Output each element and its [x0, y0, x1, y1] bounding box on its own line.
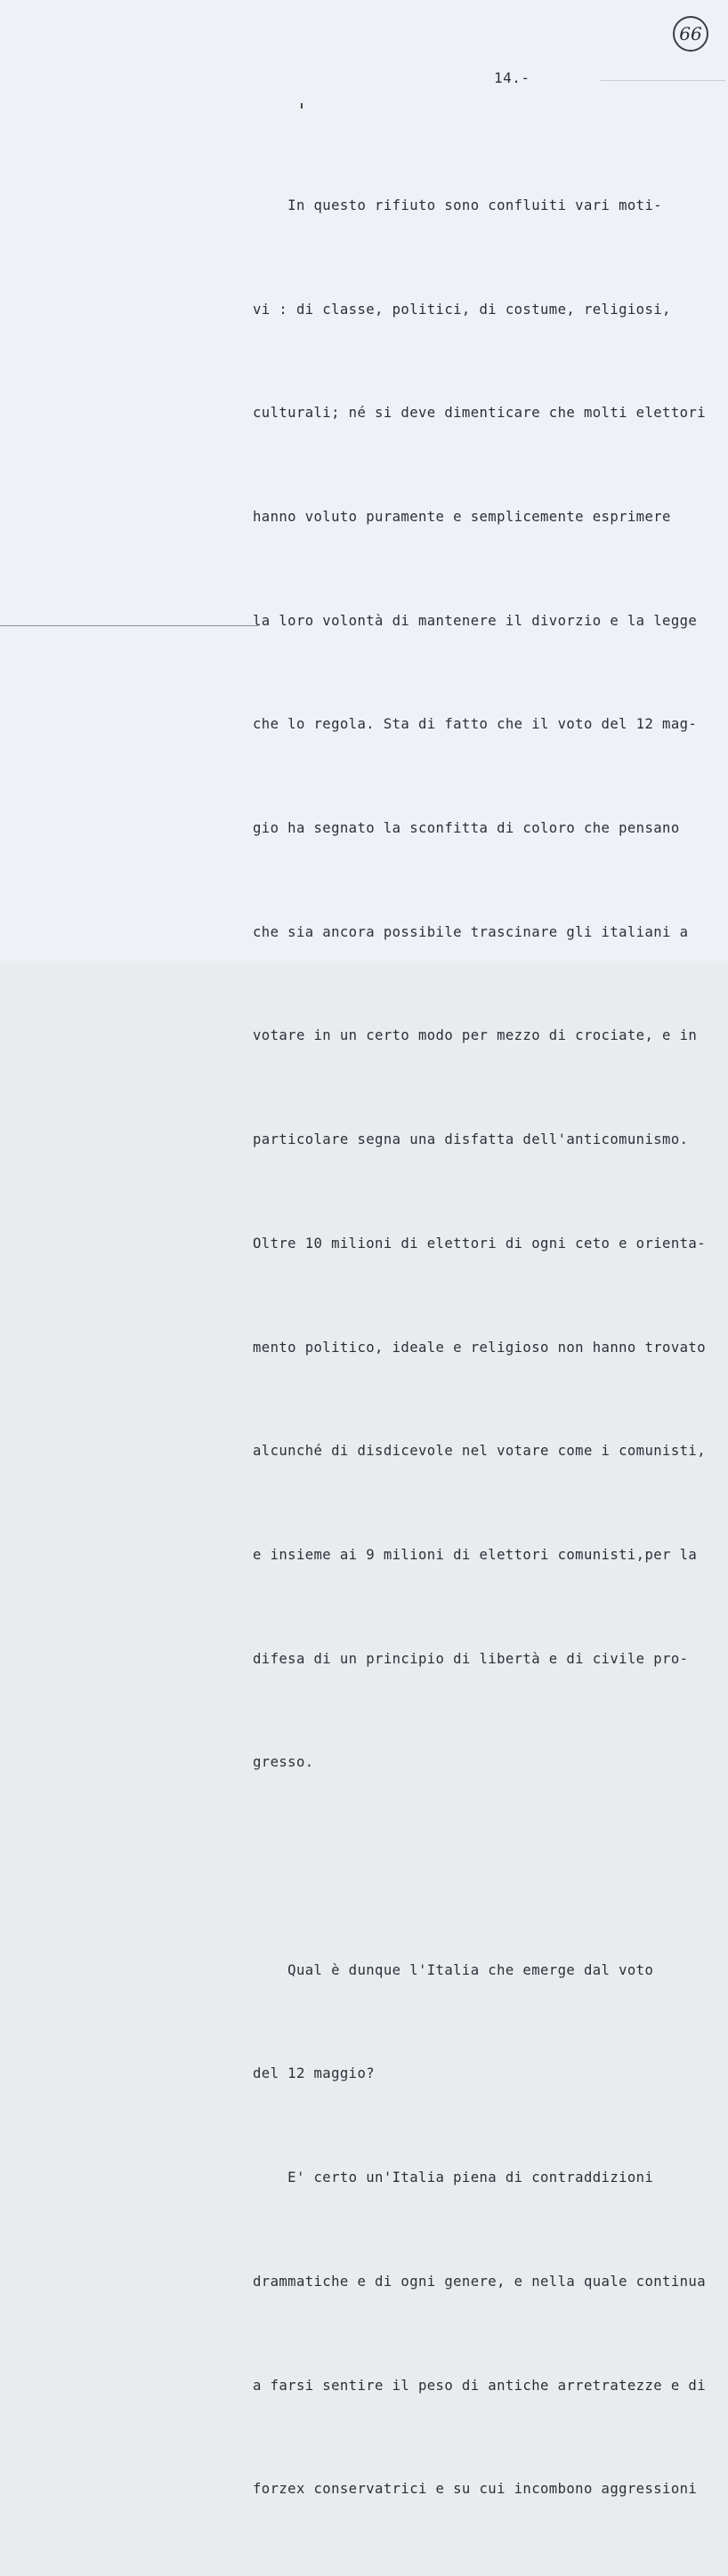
text-line: del 12 maggio? [253, 2065, 376, 2082]
text-line: drammatiche e di ogni genere, e nella quale continua [253, 2273, 706, 2290]
ink-mark [301, 103, 303, 109]
text-line: hanno voluto puramente e semplicemente esprimere [253, 508, 671, 525]
text-line: alcunché di disdicevole nel votare come i comunisti, [253, 1443, 706, 1460]
text-line: vi : di classe, politici, di costume, religiosi, [253, 301, 671, 318]
text-line: In questo rifiuto sono confluiti vari moti- [253, 197, 663, 213]
typed-text [253, 119, 723, 2576]
text-line: la loro volontà di mantenere il divorzio e la legge [253, 612, 698, 629]
text-line: votare in un certo modo per mezzo di crociate, e in [253, 1027, 698, 1044]
text-line: gresso. [253, 1754, 314, 1771]
text-line: difesa di un principio di libertà e di civile pro- [253, 1650, 689, 1667]
page-stamp: 66 [673, 16, 708, 52]
text-line: gio ha segnato la sconfitta di coloro che pensano [253, 820, 680, 837]
text-line: Oltre 10 milioni di elettori di ogni ceto e orienta- [253, 1235, 706, 1252]
page-number: 14.- [494, 69, 530, 86]
text-line: culturali; né si deve dimenticare che molti elettori [253, 405, 706, 422]
text-line: mento politico, ideale e religioso non hanno trovato [253, 1339, 706, 1356]
header-rule [601, 80, 725, 81]
text-line: forzex conservatrici e su cui incombono aggressioni [253, 2481, 698, 2498]
text-line: E' certo un'Italia piena di contraddizioni [253, 2169, 654, 2186]
text-line: che sia ancora possibile trascinare gli italiani a [253, 923, 689, 940]
text-line: e insieme ai 9 milioni di elettori comunisti,per la [253, 1546, 698, 1563]
text-line: a farsi sentire il peso di antiche arretratezze e di [253, 2377, 706, 2394]
text-line: particolare segna una disfatta dell'anticomunismo. [253, 1131, 689, 1148]
text-line: Qual è dunque l'Italia che emerge dal voto [253, 1961, 654, 1978]
paragraph-gap [253, 1849, 723, 1884]
text-line: che lo regola. Sta di fatto che il voto del 12 mag- [253, 716, 698, 733]
fold-line [0, 625, 258, 626]
